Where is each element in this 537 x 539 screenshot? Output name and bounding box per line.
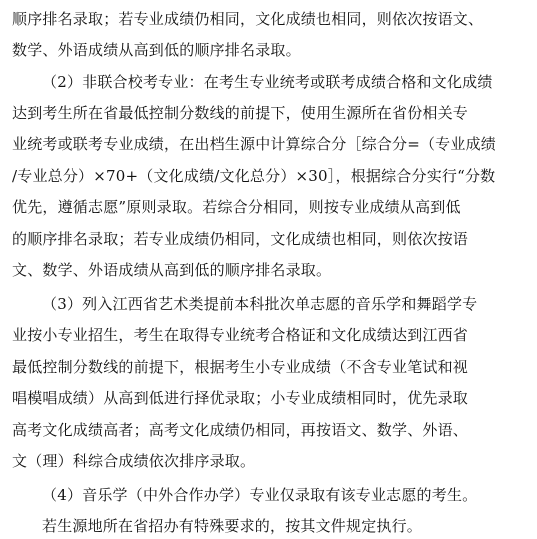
- text-line: 若生源地所在省招办有特殊要求的，按其文件规定执行。: [42, 517, 423, 535]
- text-line: 高考文化成绩高者；高考文化成绩仍相同，再按语文、数学、外语、: [12, 421, 469, 439]
- text-line: 优先，遵循志愿”原则录取。若综合分相同，则按专业成绩从高到低: [12, 198, 461, 216]
- text-line: 顺序排名录取；若专业成绩仍相同，文化成绩也相同，则依次按语文、: [12, 10, 484, 28]
- text-line: 达到考生所在省最低控制分数线的前提下，使用生源所在省份相关专: [12, 104, 469, 122]
- text-line: 的顺序排名录取；若专业成绩仍相同，文化成绩也相同，则依次按语: [12, 230, 469, 248]
- text-line: 业统考或联考专业成绩，在出档生源中计算综合分［综合分=（专业成绩: [12, 135, 496, 153]
- text-line: 文、数学、外语成绩从高到低的顺序排名录取。: [12, 261, 332, 279]
- text-line: （2）非联合校考专业：在考生专业统考或联考成绩合格和文化成绩: [42, 73, 493, 91]
- text-line: /专业总分）×70+（文化成绩/文化总分）×30］，根据综合分实行“分数: [12, 167, 496, 185]
- text-line: （3）列入江西省艺术类提前本科批次单志愿的音乐学和舞蹈学专: [42, 295, 478, 313]
- text-line: 文（理）科综合成绩依次排序录取。: [12, 452, 256, 470]
- text-line: 最低控制分数线的前提下，根据考生小专业成绩（不含专业笔试和视: [12, 358, 469, 376]
- text-line: 业按小专业招生，考生在取得专业统考合格证和文化成绩达到江西省: [12, 326, 469, 344]
- text-line: （4）音乐学（中外合作办学）专业仅录取有该专业志愿的考生。: [42, 486, 478, 504]
- text-line: 唱模唱成绩）从高到低进行择优录取；小专业成绩相同时，优先录取: [12, 389, 469, 407]
- text-line: 数学、外语成绩从高到低的顺序排名录取。: [12, 41, 301, 59]
